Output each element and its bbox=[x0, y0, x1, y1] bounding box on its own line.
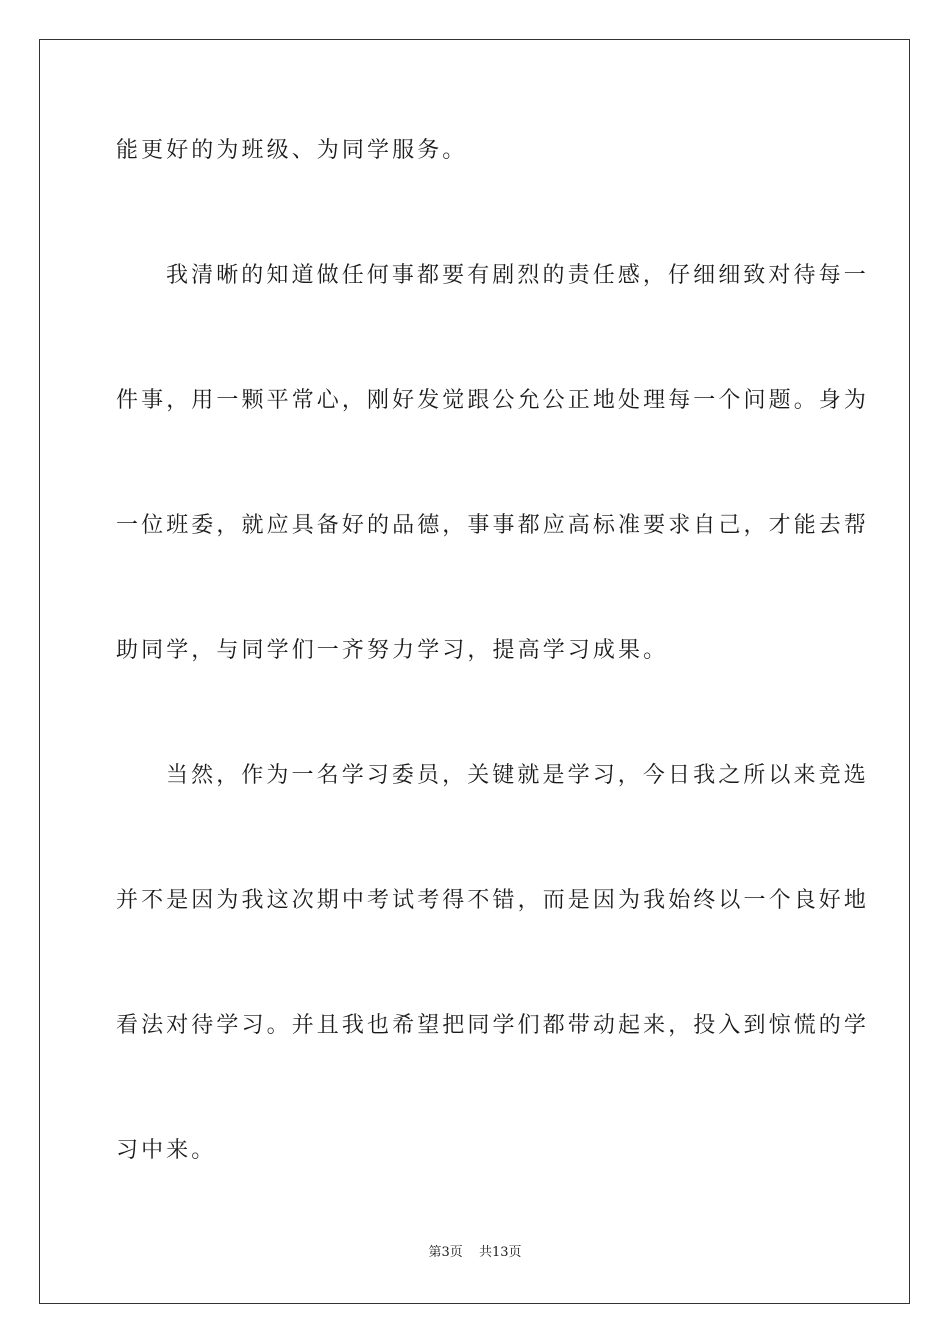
page-number: 第3页 bbox=[428, 1245, 463, 1260]
text-line-6: 当然，作为一名学习委员，关键就是学习，今日我之所以来竞选 bbox=[166, 763, 869, 788]
text-line-3: 件事，用一颗平常心，刚好发觉跟公允公正地处理每一个问题。身为 bbox=[116, 388, 870, 413]
text-line-1: 能更好的为班级、为同学服务。 bbox=[116, 138, 468, 163]
page-total: 共13页 bbox=[478, 1245, 522, 1260]
text-line-5: 助同学，与同学们一齐努力学习，提高学习成果。 bbox=[116, 638, 669, 663]
text-line-8: 看法对待学习。并且我也希望把同学们都带动起来，投入到惊慌的学 bbox=[116, 1013, 870, 1038]
text-line-4: 一位班委，就应具备好的品德，事事都应高标准要求自己，才能去帮 bbox=[116, 513, 870, 538]
text-line-7: 并不是因为我这次期中考试考得不错，而是因为我始终以一个良好地 bbox=[116, 888, 870, 913]
text-line-2: 我清晰的知道做任何事都要有剧烈的责任感，仔细细致对待每一 bbox=[166, 263, 869, 288]
page-border bbox=[39, 39, 910, 1304]
text-line-9: 习中来。 bbox=[116, 1138, 217, 1163]
page-footer bbox=[0, 1244, 950, 1262]
